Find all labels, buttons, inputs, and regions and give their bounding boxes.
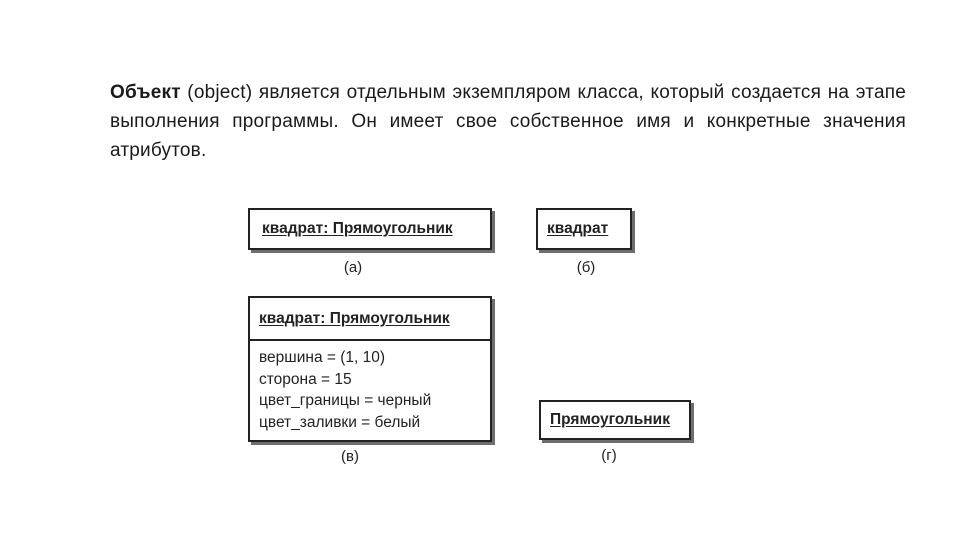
caption-c: (в) — [341, 448, 359, 465]
caption-a: (а) — [343, 259, 363, 276]
class-box-d-header: Прямоугольник — [550, 411, 670, 428]
definition-text: (object) является отдельным экземпляром класса, который создается на этапе выполнения программы. Он имеет свое собственное имя и конкретные значения атрибутов. — [110, 82, 906, 161]
attribute-line: цвет_заливки = белый — [259, 413, 421, 431]
object-box-b-header: квадрат — [547, 220, 609, 237]
attribute-line: сторона = 15 — [259, 370, 352, 388]
attribute-line: вершина = (1, 10) — [259, 349, 386, 366]
object-box-c — [248, 296, 492, 442]
object-box-a — [248, 208, 492, 250]
object-box-b — [536, 208, 632, 250]
definition-paragraph — [110, 78, 906, 165]
object-box-a-header: квадрат: Прямоугольник — [262, 220, 453, 237]
attribute-line: цвет_границы = черный — [259, 392, 432, 409]
object-box-c-header: квадрат: Прямоугольник — [259, 310, 450, 327]
caption-d: (г) — [601, 447, 617, 464]
object-term: Объект — [110, 82, 181, 103]
caption-b: (б) — [576, 259, 596, 276]
class-box-d — [539, 400, 691, 440]
object-box-c-attributes — [250, 339, 490, 433]
